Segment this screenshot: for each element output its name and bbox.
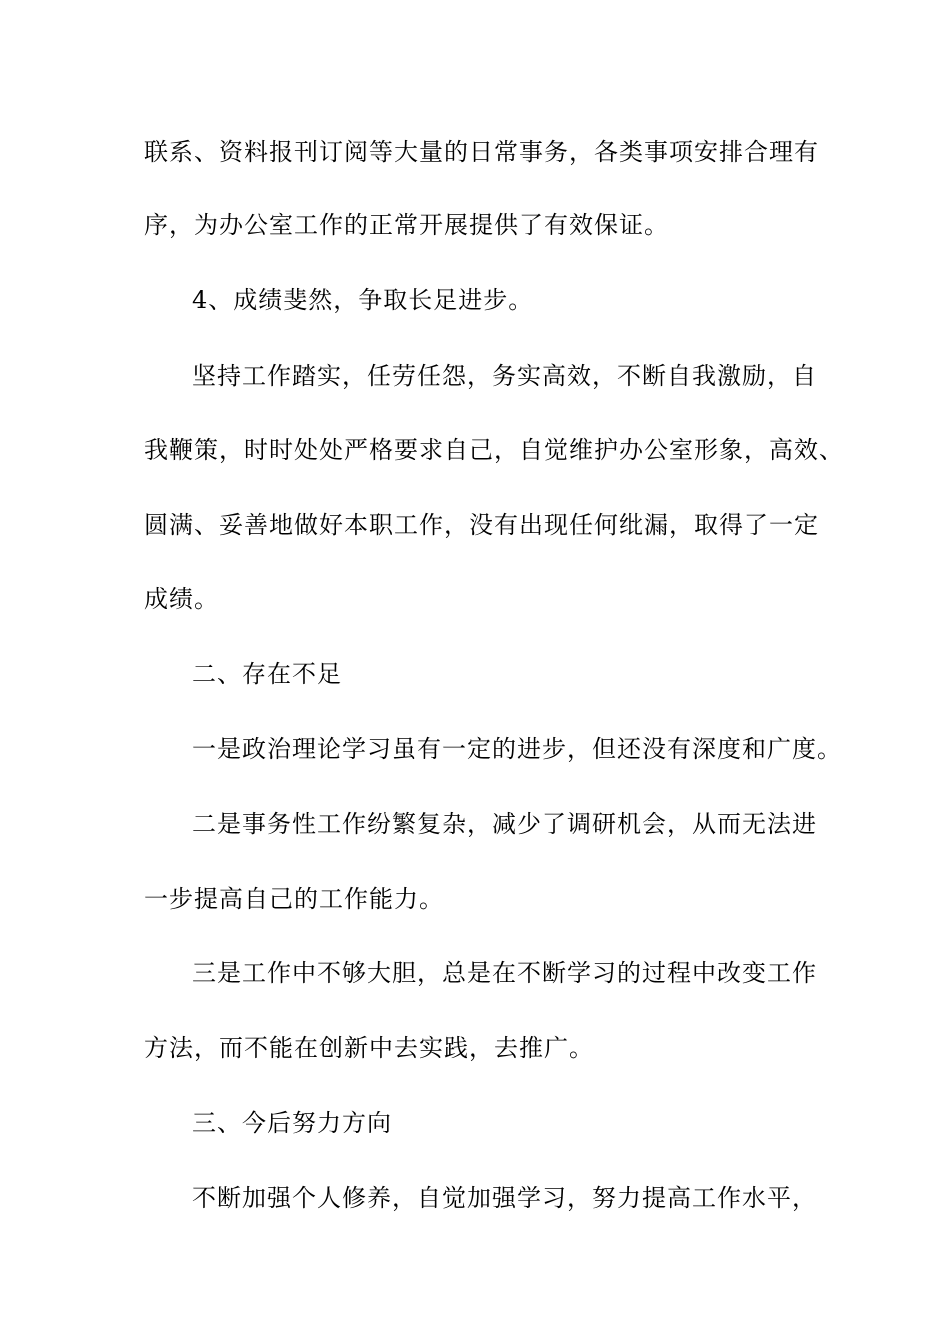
text-line: 三是工作中不够大胆，总是在不断学习的过程中改变工作 bbox=[192, 959, 817, 987]
text-line: 序，为办公室工作的正常开展提供了有效保证。 bbox=[144, 211, 669, 239]
section-heading: 4、成绩斐然，争取长足进步。 bbox=[192, 286, 534, 314]
text-line: 一是政治理论学习虽有一定的进步，但还没有深度和广度。 bbox=[192, 735, 842, 763]
text-line: 联系、资料报刊订阅等大量的日常事务，各类事项安排合理有 bbox=[144, 138, 819, 166]
text-line: 坚持工作踏实，任劳任怨，务实高效，不断自我激励，自 bbox=[192, 362, 817, 390]
text-line: 成绩。 bbox=[144, 585, 219, 613]
text-line: 圆满、妥善地做好本职工作，没有出现任何纰漏，取得了一定 bbox=[144, 511, 819, 539]
text-line: 我鞭策，时时处处严格要求自己，自觉维护办公室形象，高效、 bbox=[144, 436, 844, 464]
text-line: 二是事务性工作纷繁复杂，减少了调研机会，从而无法进 bbox=[192, 810, 817, 838]
text-line: 不断加强个人修养，自觉加强学习，努力提高工作水平， bbox=[192, 1184, 817, 1212]
section-heading: 二、存在不足 bbox=[192, 660, 342, 688]
text-line: 一步提高自己的工作能力。 bbox=[144, 885, 444, 913]
section-heading: 三、今后努力方向 bbox=[192, 1109, 392, 1137]
text-line: 方法，而不能在创新中去实践，去推广。 bbox=[144, 1034, 594, 1062]
